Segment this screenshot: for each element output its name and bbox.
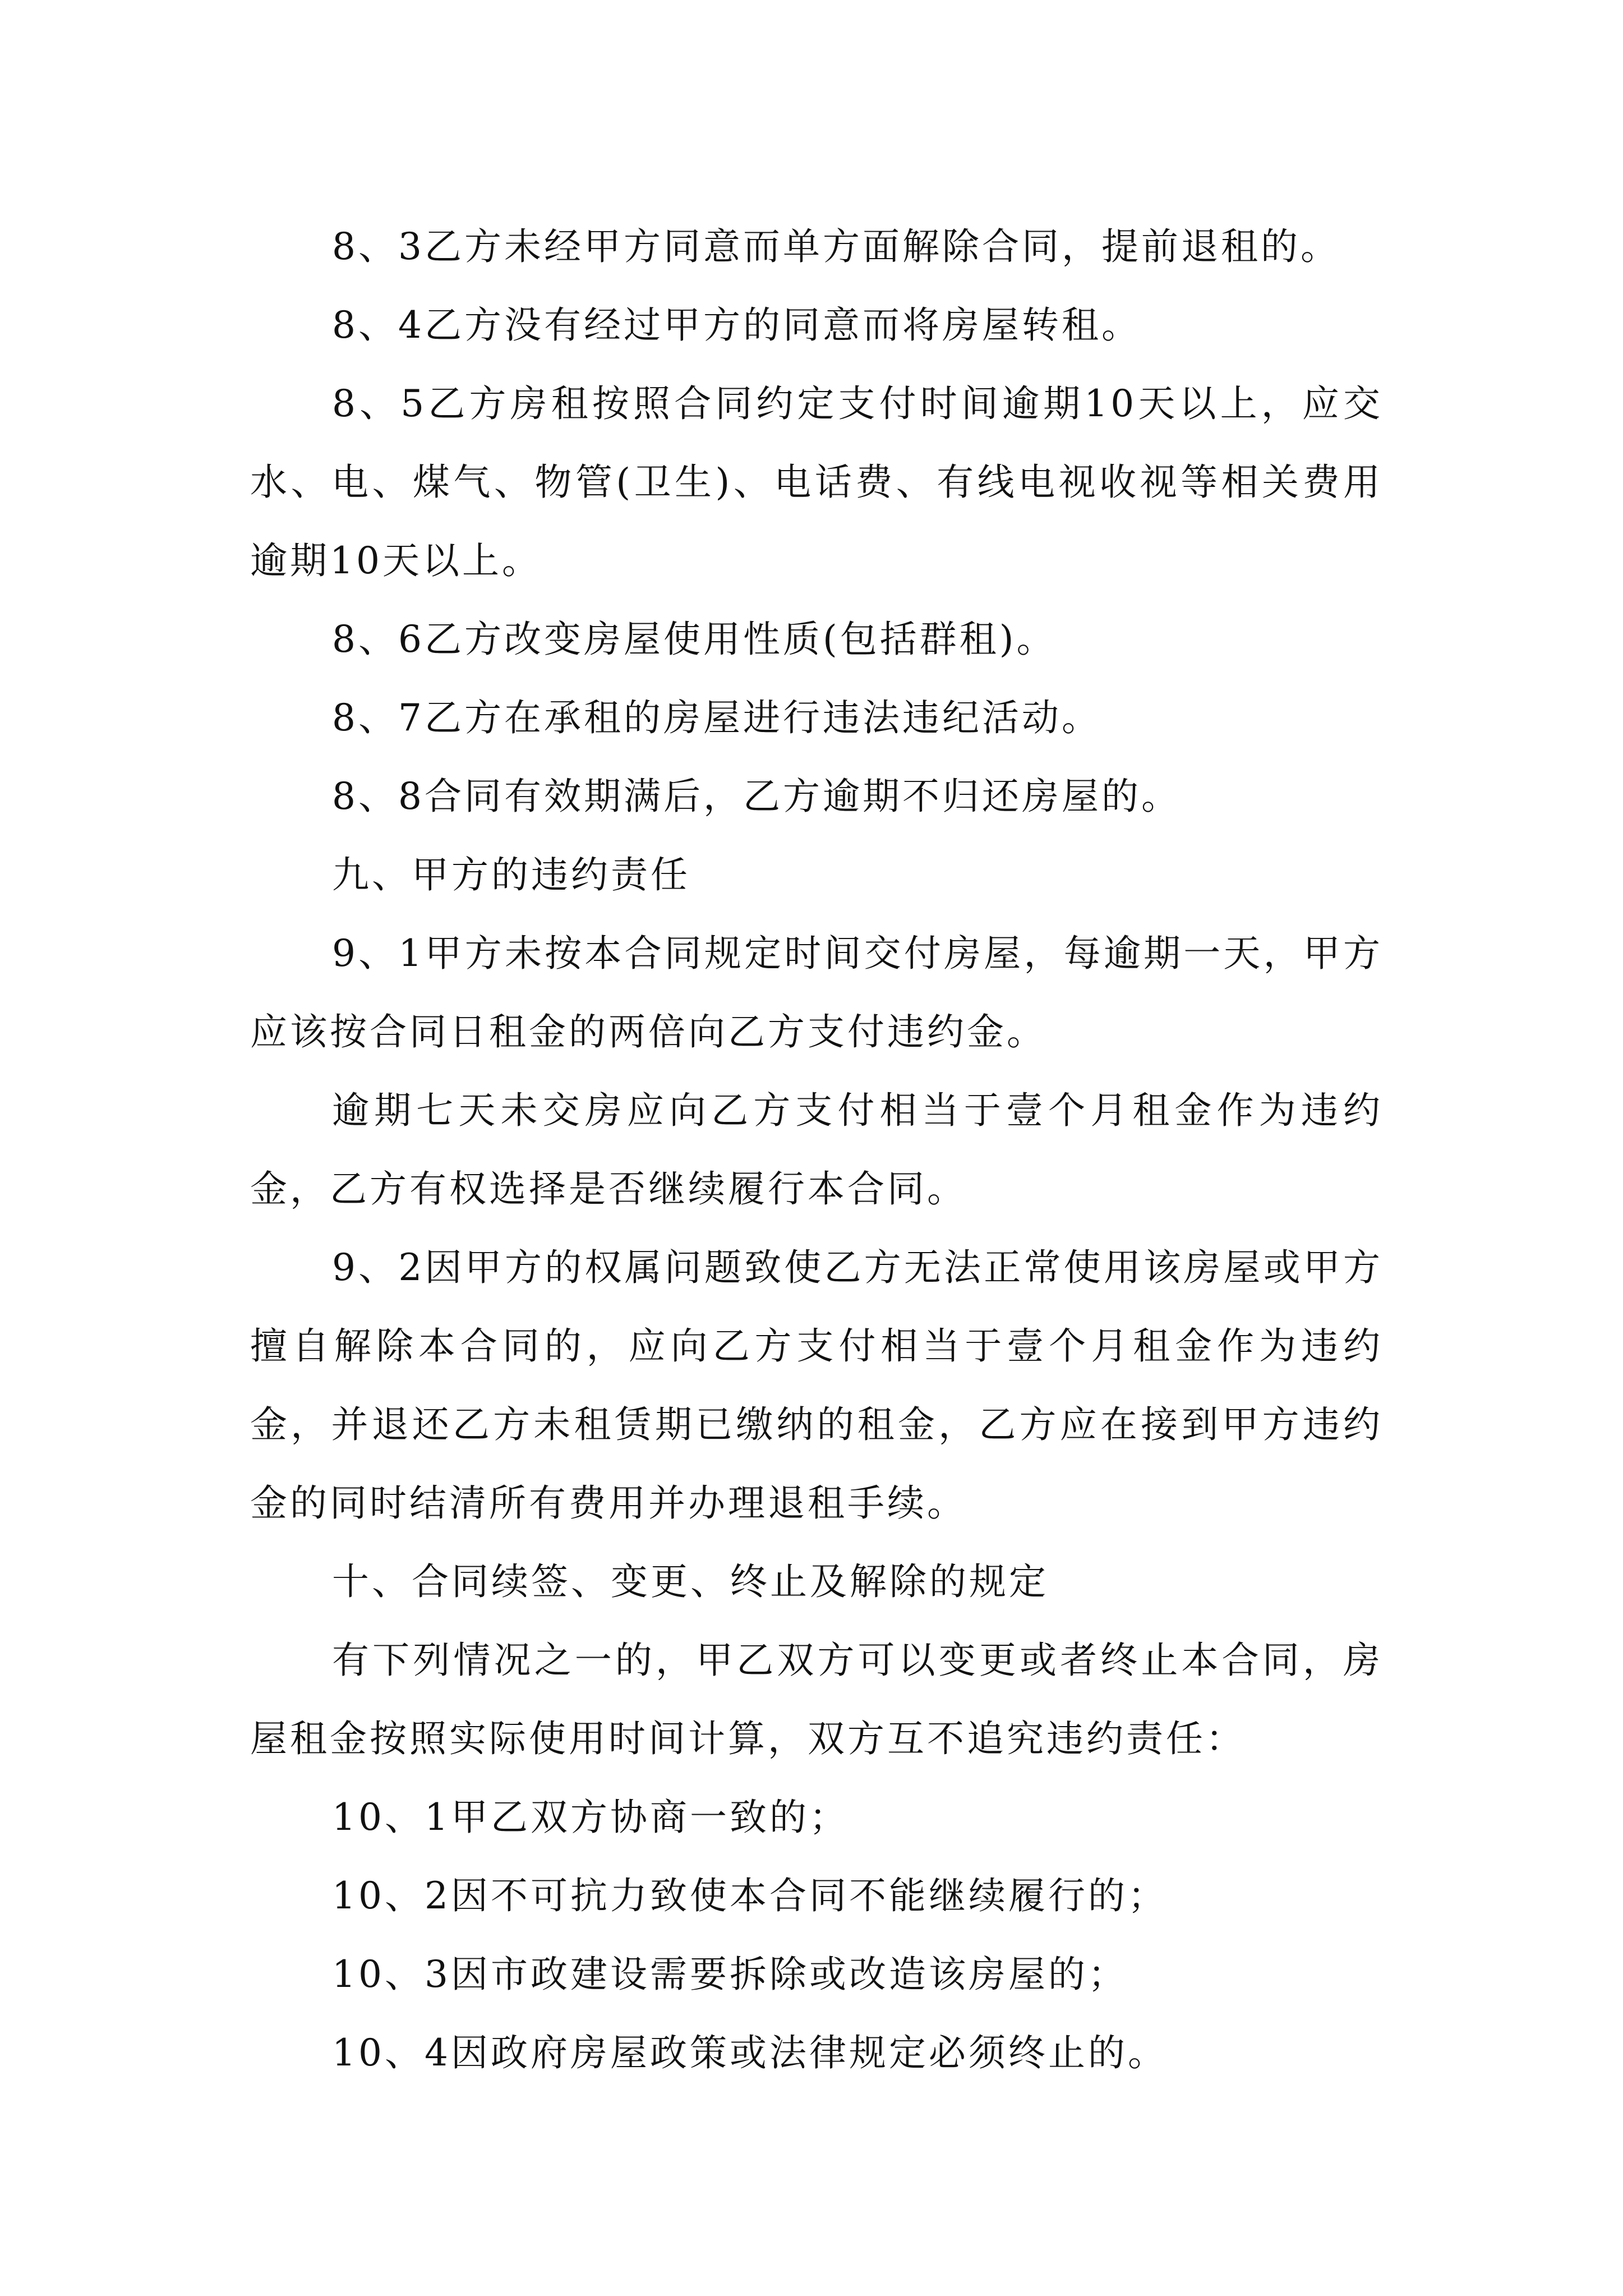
- clause-8-8: 8、8合同有效期满后，乙方逾期不归还房屋的。: [332, 775, 1181, 818]
- clause-10-2: 10、2因不可抗力致使本合同不能继续履行的；: [332, 1874, 1168, 1917]
- clause-10-3: 10、3因市政建设需要拆除或改造该房屋的；: [332, 1953, 1128, 1996]
- clause-8-5: 8、5乙方房租按照合同约定支付时间逾期10天以上，应交水、电、煤气、物管(卫生)、电话费、有线电视收视等相关费用逾期10天以上。: [250, 382, 1383, 582]
- clause-8-3: 8、3乙方未经甲方同意而单方面解除合同，提前退租的。: [332, 225, 1340, 268]
- clause-9-1: 9、1甲方未按本合同规定时间交付房屋，每逾期一天，甲方应该按合同日租金的两倍向乙方支付违约金。: [250, 932, 1383, 1053]
- clause-9-1-continued: 逾期七天未交房应向乙方支付相当于壹个月租金作为违约金，乙方有权选择是否继续履行本合同。: [250, 1089, 1383, 1211]
- clause-10-1: 10、1甲乙双方协商一致的；: [332, 1796, 849, 1839]
- section-heading-10: 十、合同续签、变更、终止及解除的规定: [332, 1560, 1049, 1603]
- clause-9-2: 9、2因甲方的权属问题致使乙方无法正常使用该房屋或甲方擅自解除本合同的，应向乙方支付相当于壹个月租金作为违约金，并退还乙方未租赁期已缴纳的租金，乙方应在接到甲方违约金的同时结清所有费用并办理退租手续。: [250, 1246, 1383, 1525]
- section-10-intro: 有下列情况之一的，甲乙双方可以变更或者终止本合同，房屋租金按照实际使用时间计算，双方互不追究违约责任：: [250, 1639, 1383, 1760]
- document-body: [250, 208, 1383, 2092]
- clause-8-7: 8、7乙方在承租的房屋进行违法违纪活动。: [332, 696, 1101, 739]
- clause-8-6: 8、6乙方改变房屋使用性质(包括群租)。: [332, 618, 1057, 661]
- section-heading-9: 九、甲方的违约责任: [332, 853, 690, 896]
- clause-8-4: 8、4乙方没有经过甲方的同意而将房屋转租。: [332, 303, 1141, 347]
- clause-10-4: 10、4因政府房屋政策或法律规定必须终止的。: [332, 2031, 1168, 2074]
